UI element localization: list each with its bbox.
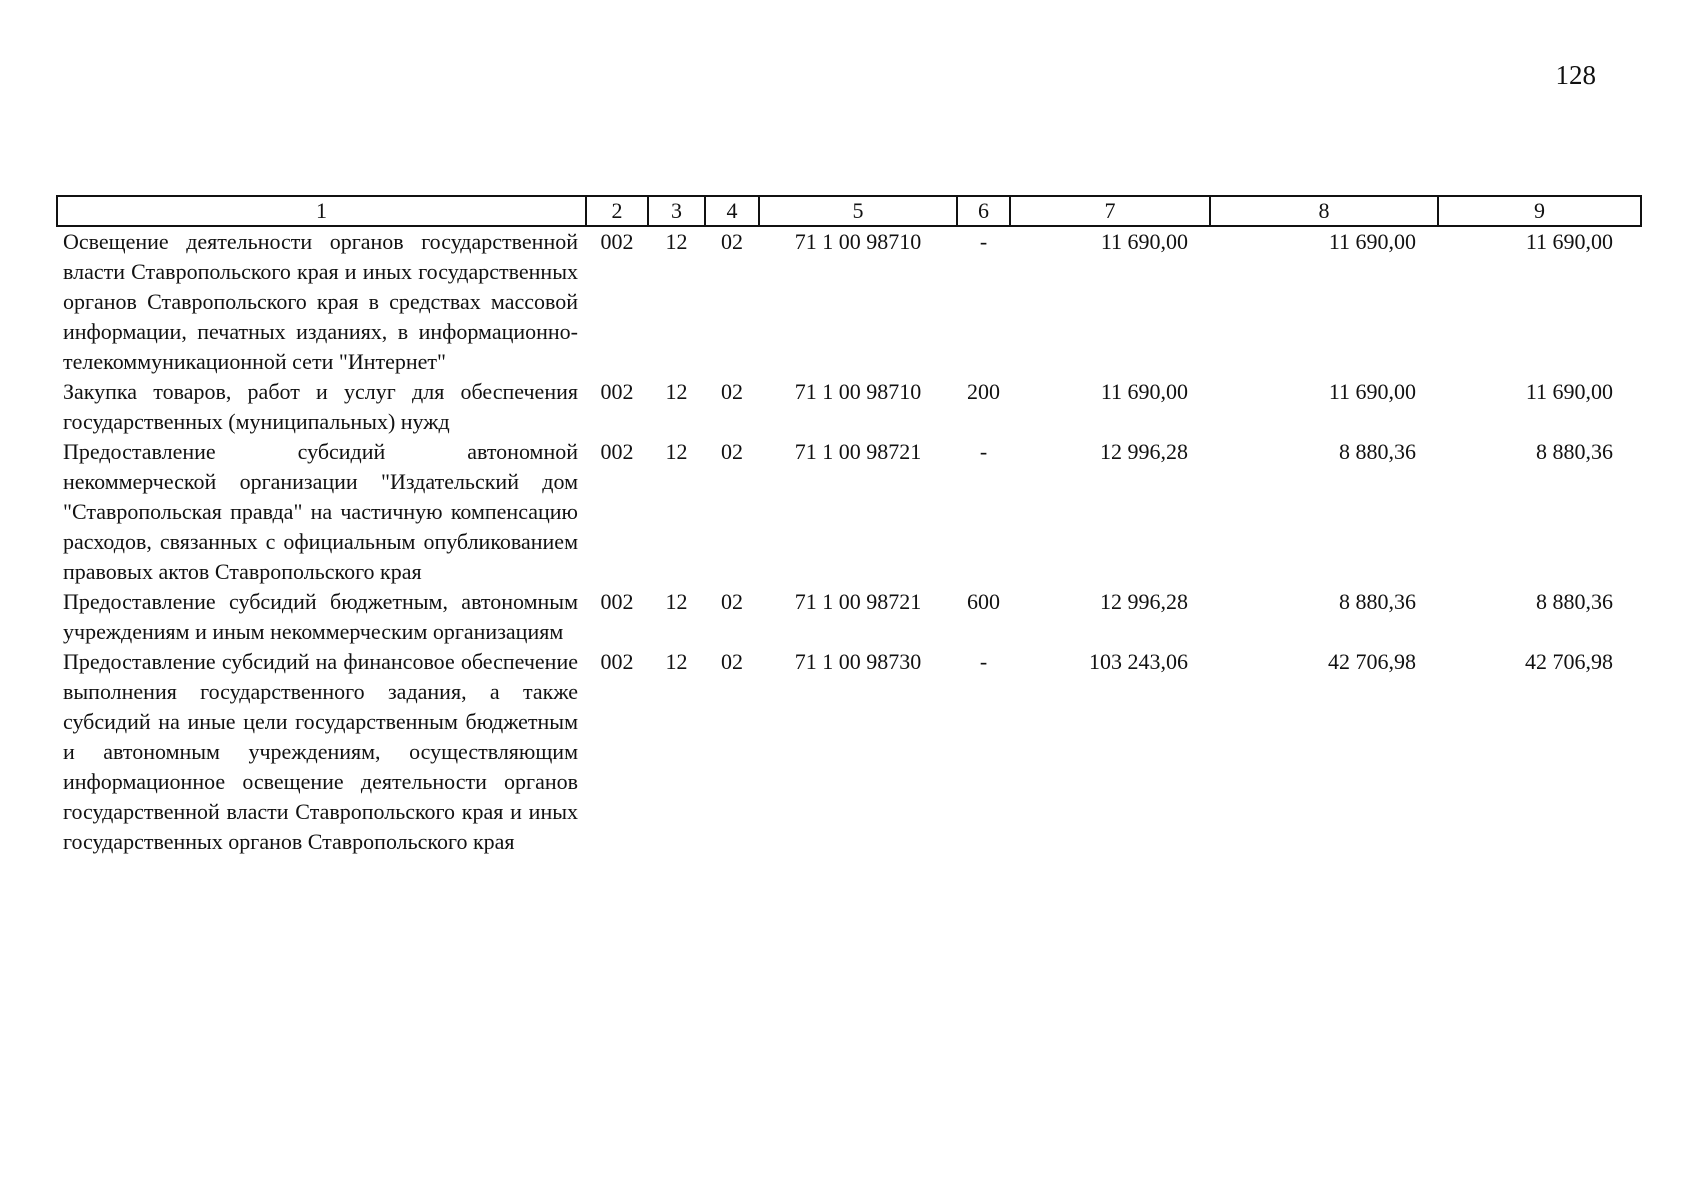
header-cell-8: 8 [1210, 196, 1438, 226]
header-cell-1: 1 [57, 196, 586, 226]
row-col7: 11 690,00 [1100, 229, 1188, 254]
row-col9: 8 880,36 [1536, 589, 1613, 614]
row-col4: 02 [721, 649, 743, 674]
row-col3: 12 [665, 589, 688, 614]
table-row [57, 377, 1641, 437]
row-col5: 71 1 00 98710 [794, 229, 922, 254]
row-col7: 12 996,28 [1100, 589, 1188, 614]
row-col9: 42 706,98 [1525, 649, 1613, 674]
row-col8: 8 880,36 [1339, 439, 1416, 464]
row-col3: 12 [665, 229, 688, 254]
table-row [57, 437, 1641, 587]
table-row [57, 647, 1641, 857]
row-name: Предоставление субсидий на финансовое обеспечение выполнения государственного задания, а также субсидий на иные цели государственным бюджетным и автономным учреждениям, осуществляющим информационное освещение деятельности органов государственной власти Ставропольского края и иных государственных органов Ставропольского края [63, 649, 578, 854]
table-row [57, 587, 1641, 647]
row-col7: 12 996,28 [1100, 439, 1188, 464]
header-cell-6: 6 [957, 196, 1010, 226]
row-col3: 12 [665, 379, 688, 404]
row-col3: 12 [665, 439, 688, 464]
row-name: Предоставление субсидий бюджетным, автономным учреждениям и иным некоммерческим организациям [63, 589, 578, 644]
table-header-row [57, 196, 1641, 226]
header-cell-2: 2 [586, 196, 648, 226]
table-row [57, 226, 1641, 377]
row-col2: 002 [600, 649, 634, 674]
row-col5: 71 1 00 98710 [794, 379, 922, 404]
row-name: Предоставление субсидий автономной некоммерческой организации "Издательский дом "Ставропольская правда" на частичную компенсацию расходов, связанных с официальным опубликованием правовых актов Ставропольского края [63, 439, 578, 584]
row-col9: 8 880,36 [1536, 439, 1613, 464]
row-col6: 200 [967, 379, 1000, 404]
row-col8: 8 880,36 [1339, 589, 1416, 614]
budget-table [56, 195, 1642, 857]
row-col9: 11 690,00 [1525, 379, 1613, 404]
header-cell-3: 3 [648, 196, 705, 226]
row-col4: 02 [721, 589, 743, 614]
row-col2: 002 [600, 229, 634, 254]
row-col7: 103 243,06 [1089, 649, 1188, 674]
row-col6: 600 [967, 589, 1000, 614]
row-col2: 002 [600, 379, 634, 404]
row-col5: 71 1 00 98721 [794, 439, 922, 464]
header-cell-4: 4 [705, 196, 759, 226]
row-col4: 02 [721, 379, 743, 404]
row-col7: 11 690,00 [1100, 379, 1188, 404]
row-col9: 11 690,00 [1525, 229, 1613, 254]
header-cell-9: 9 [1438, 196, 1641, 226]
row-name: Закупка товаров, работ и услуг для обеспечения государственных (муниципальных) нужд [63, 379, 578, 434]
row-col8: 11 690,00 [1328, 229, 1416, 254]
row-col5: 71 1 00 98730 [794, 649, 922, 674]
row-col6: - [979, 439, 988, 464]
header-cell-7: 7 [1010, 196, 1210, 226]
row-col2: 002 [600, 439, 634, 464]
page-number: 128 [1555, 60, 1596, 90]
row-name: Освещение деятельности органов государственной власти Ставропольского края и иных государственных органов Ставропольского края в средствах массовой информации, печатных изданиях, в информационно-телекоммуникационной сети "Интернет" [63, 229, 578, 374]
row-col5: 71 1 00 98721 [794, 589, 922, 614]
row-col6: - [979, 649, 988, 674]
row-col6: - [979, 229, 988, 254]
row-col8: 42 706,98 [1328, 649, 1416, 674]
row-col3: 12 [665, 649, 688, 674]
header-cell-5: 5 [759, 196, 957, 226]
row-col8: 11 690,00 [1328, 379, 1416, 404]
row-col2: 002 [600, 589, 634, 614]
row-col4: 02 [721, 229, 743, 254]
row-col4: 02 [721, 439, 743, 464]
